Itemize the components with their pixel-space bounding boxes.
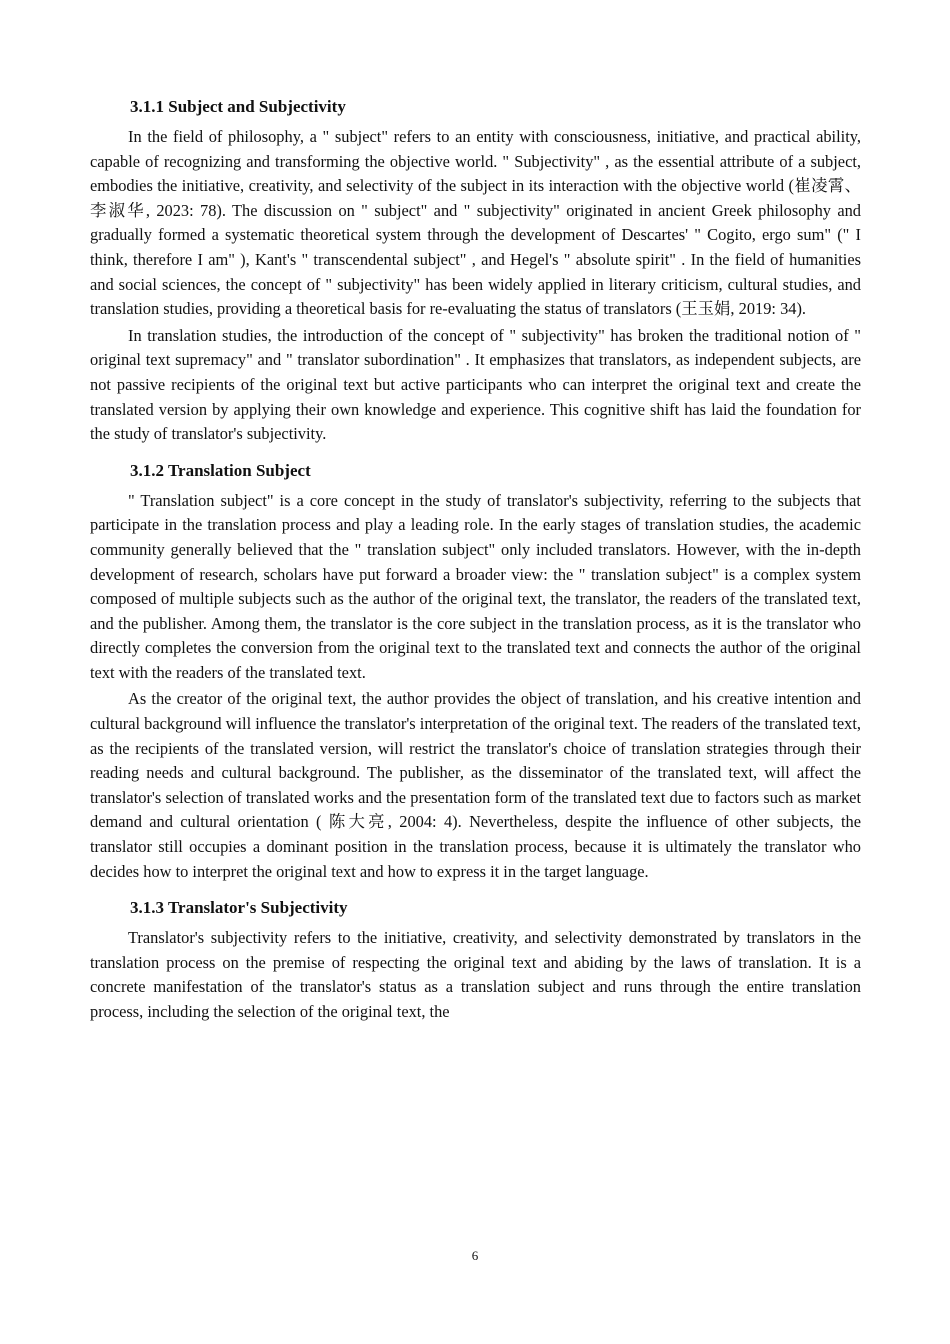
section-heading: 3.1.2 Translation Subject <box>130 460 311 480</box>
paragraph: In the field of philosophy, a " subject" refers to an entity with consciousness, initiative, and practical ability, capable of recognizing and transforming the objective world. " Subjectivity" , as the essential attribute of a subject, embodies the initiative, creativity, and selectivity of the subject in its interaction with the objective world (崔凌霄、李淑华, 2023: 78). The discussion on " subject" and " subjectivity" originated in ancient Greek philosophy and gradually formed a systematic theoretical system through the development of Descartes' " Cogito, ergo sum" (" I think, therefore I am" ), Kant's " transcendental subject" , and Hegel's " absolute spirit" . In the field of humanities and social sciences, the concept of " subjectivity" has been widely applied in literary criticism, cultural studies, and translation studies, providing a theoretical basis for re-evaluating the status of translators (王玉娟, 2019: 34). <box>90 127 861 319</box>
section-subject-and-subjectivity <box>90 95 861 447</box>
paragraph: In translation studies, the introduction of the concept of " subjectivity" has broken the traditional notion of " original text supremacy" and " translator subordination" . It emphasizes that translators, as independent subjects, are not passive recipients of the original text but active participants who can interpret the original text and create the translated version by applying their own knowledge and experience. This cognitive shift has laid the foundation for the study of translator's subjectivity. <box>90 325 861 444</box>
paragraph: " Translation subject" is a core concept in the study of translator's subjectivity, referring to the subjects that participate in the translation process and play a leading role. In the early stages of translation studies, the academic community generally believed that the " translation subject" only included translators. However, with the in-depth development of research, scholars have put forward a broader view: the " translation subject" is a complex system composed of multiple subjects such as the author of the original text, the translator, the readers of the translated text, and the publisher. Among them, the translator is the core subject in the translation process, as it is the translator who directly completes the conversion from the original text to the translated text and connects the author of the original text with the readers of the translated text. <box>90 490 861 682</box>
page-number: 6 <box>471 1248 479 1263</box>
section-translators-subjectivity <box>90 896 861 1024</box>
document-page <box>90 95 861 1025</box>
paragraph: As the creator of the original text, the author provides the object of translation, and his creative intention and cultural background will influence the translator's interpretation of the original text. The readers of the translated text, as the recipients of the translated version, will restrict the translator's choice of translation strategies through their reading needs and cultural background. The publisher, as the disseminator of the translated text, will affect the translator's selection of translated works and the presentation form of the translated text due to factors such as market demand and cultural orientation ( 陈大亮, 2004: 4). Nevertheless, despite the influence of other subjects, the translator still occupies a dominant position in the translation process, because it is ultimately the translator who decides how to interpret the original text and how to express it in the target language. <box>90 689 861 881</box>
section-heading: 3.1.1 Subject and Subjectivity <box>130 97 346 116</box>
paragraph: Translator's subjectivity refers to the initiative, creativity, and selectivity demonstrated by translators in the translation process on the premise of respecting the original text and abiding by the laws of translation. It is a concrete manifestation of the translator's status as a translation subject and runs through the entire translation process, including the selection of the original text, the <box>90 928 861 1021</box>
section-heading: 3.1.3 Translator's Subjectivity <box>130 898 348 918</box>
section-translation-subject <box>90 459 861 885</box>
